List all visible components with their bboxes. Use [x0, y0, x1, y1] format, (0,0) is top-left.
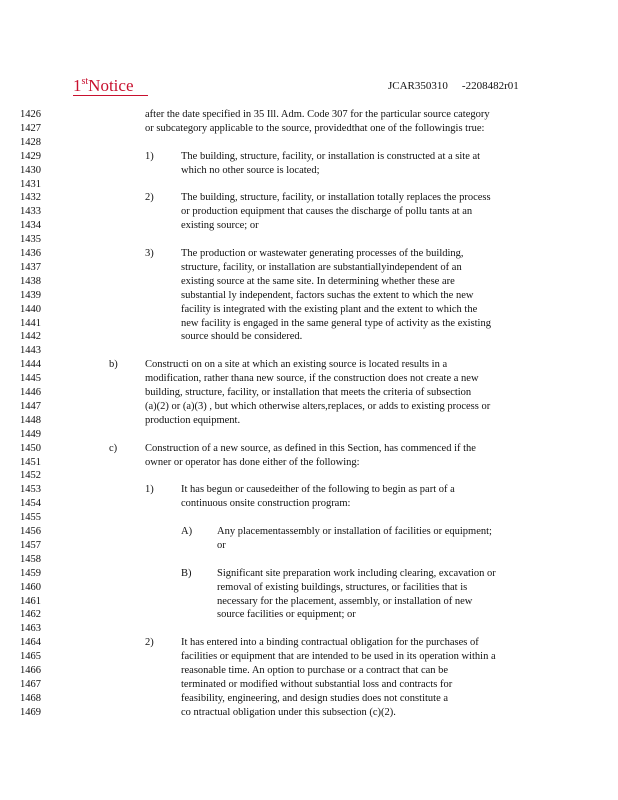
body-text-line: which no other source is located; [181, 164, 320, 176]
line-number: 1448 [20, 414, 41, 426]
line-number: 1436 [20, 248, 41, 259]
line-number: 1426 [20, 109, 41, 120]
line-number: 1449 [20, 428, 41, 440]
item-label: 1) [145, 484, 154, 496]
line-number: 1438 [20, 275, 41, 287]
body-text-line: source should be considered. [181, 331, 303, 343]
line-number: 1456 [20, 526, 41, 537]
body-text-line: reasonable time. An option to purchase or a contract that can be [181, 665, 449, 676]
line-number: 1452 [20, 470, 41, 482]
line-number: 1428 [20, 136, 41, 148]
line-number: 1467 [20, 678, 41, 690]
notice-number: 1 [73, 76, 82, 95]
body-text-line: or subcategory applicable to the source, providedthat one of the followingis true: [145, 122, 485, 134]
line-number: 1453 [20, 484, 41, 496]
line-number: 1460 [20, 581, 41, 593]
line-number: 1468 [20, 692, 41, 704]
line-number: 1466 [20, 665, 41, 676]
item-label: 3) [145, 248, 154, 259]
body-text-line: Constructi on on a site at which an existing source is located results in a [145, 359, 448, 371]
line-number: 1434 [20, 220, 41, 232]
body-text-line: existing source at the same site. In determining whether these are [181, 275, 455, 287]
item-label: B) [181, 567, 192, 579]
line-number: 1454 [20, 498, 41, 510]
line-number: 1445 [20, 373, 41, 385]
body-text-line: terminated or modified without substantial loss and contracts for [181, 678, 453, 690]
body-text-line: or production equipment that causes the discharge of pollu tants at an [181, 206, 473, 218]
item-label: 1) [145, 150, 154, 162]
line-number: 1432 [20, 192, 41, 204]
body-text-line: structure, facility, or installation are substantiallyindependent of an [181, 261, 462, 273]
body-text-line: The production or wastewater generating processes of the building, [181, 248, 464, 259]
line-number: 1444 [20, 359, 41, 371]
notice-title [73, 76, 148, 96]
line-number: 1431 [20, 178, 41, 190]
line-number: 1450 [20, 442, 41, 454]
body-text-line: It has entered into a binding contractual obligation for the purchases of [181, 637, 479, 649]
body-text-line: The building, structure, facility, or installation totally replaces the process [181, 192, 491, 204]
jcar-code: JCAR350310 [388, 80, 448, 92]
line-number: 1437 [20, 261, 41, 273]
line-number: 1433 [20, 206, 41, 218]
line-number: 1469 [20, 706, 41, 718]
body-text-line: Significant site preparation work including clearing, excavation or [217, 567, 496, 579]
line-number: 1429 [20, 150, 41, 162]
line-number: 1464 [20, 637, 41, 649]
body-text-line: facility is integrated with the existing plant and the extent to which the [181, 303, 478, 315]
line-number: 1462 [20, 609, 41, 621]
body-text-line: Any placementassembly or installation of facilities or equipment; [217, 526, 492, 537]
body-text-line: co ntractual obligation under this subsection (c)(2). [181, 706, 396, 718]
line-number: 1442 [20, 331, 41, 343]
body-text-line: existing source; or [181, 220, 259, 232]
item-label: c) [109, 442, 118, 454]
line-number: 1435 [20, 234, 41, 246]
body-text-line: production equipment. [145, 414, 241, 426]
item-label: 2) [145, 192, 154, 204]
body-text-line: removal of existing buildings, structures, or facilities that is [217, 581, 468, 593]
revision-code: -2208482r01 [461, 80, 519, 92]
line-number: 1458 [20, 553, 41, 565]
line-number: 1427 [20, 122, 41, 134]
body-text-line: (a)(2) or (a)(3) , but which otherwise alters,replaces, or adds to existing process or [145, 400, 491, 412]
line-number: 1446 [20, 387, 41, 398]
body-text-line: source facilities or equipment; or [217, 609, 356, 621]
body-text-line: new facility is engaged in the same general type of activity as the existing [181, 317, 491, 329]
body-text-line: continuous onsite construction program: [181, 498, 351, 510]
body-text-line: necessary for the placement, assembly, or installation of new [217, 595, 473, 607]
document-code [388, 80, 533, 92]
notice-ordinal: st [81, 76, 89, 87]
line-number: 1430 [20, 164, 41, 176]
item-label: A) [181, 526, 193, 537]
line-number: 1443 [20, 345, 41, 357]
line-number: 1465 [20, 651, 41, 663]
line-number: 1461 [20, 595, 41, 607]
notice-word: Notice [88, 76, 134, 95]
line-number: 1463 [20, 623, 41, 635]
line-number: 1439 [20, 289, 41, 301]
body-text-line: substantial ly independent, factors suchas the extent to which the new [181, 289, 474, 301]
line-number: 1459 [20, 567, 41, 579]
line-number: 1455 [20, 512, 41, 524]
line-number: 1447 [20, 400, 41, 412]
body-text-line: building, structure, facility, or installation that meets the criteria of subsection [145, 387, 472, 398]
line-number: 1440 [20, 303, 41, 315]
body-text-line: after the date specified in 35 Ill. Adm. Code 307 for the particular source category [145, 109, 490, 120]
line-number: 1451 [20, 456, 41, 468]
item-label: b) [109, 359, 118, 371]
item-label: 2) [145, 637, 154, 649]
body-text-line: Construction of a new source, as defined in this Section, has commenced if the [145, 442, 476, 454]
line-number: 1457 [20, 539, 41, 551]
body-text-line: The building, structure, facility, or installation is constructed at a site at [181, 150, 481, 162]
body-text-line: facilities or equipment that are intended to be used in its operation within a [181, 651, 496, 663]
body-text-line: or [217, 539, 226, 551]
body-text-line: owner or operator has done either of the following: [145, 456, 360, 468]
line-number: 1441 [20, 317, 41, 329]
body-text-line: It has begun or causedeither of the following to begin as part of a [181, 484, 455, 496]
body-text-line: modification, rather thana new source, if the construction does not create a new [145, 373, 479, 385]
body-text-line: feasibility, engineering, and design studies does not constitute a [181, 692, 449, 704]
